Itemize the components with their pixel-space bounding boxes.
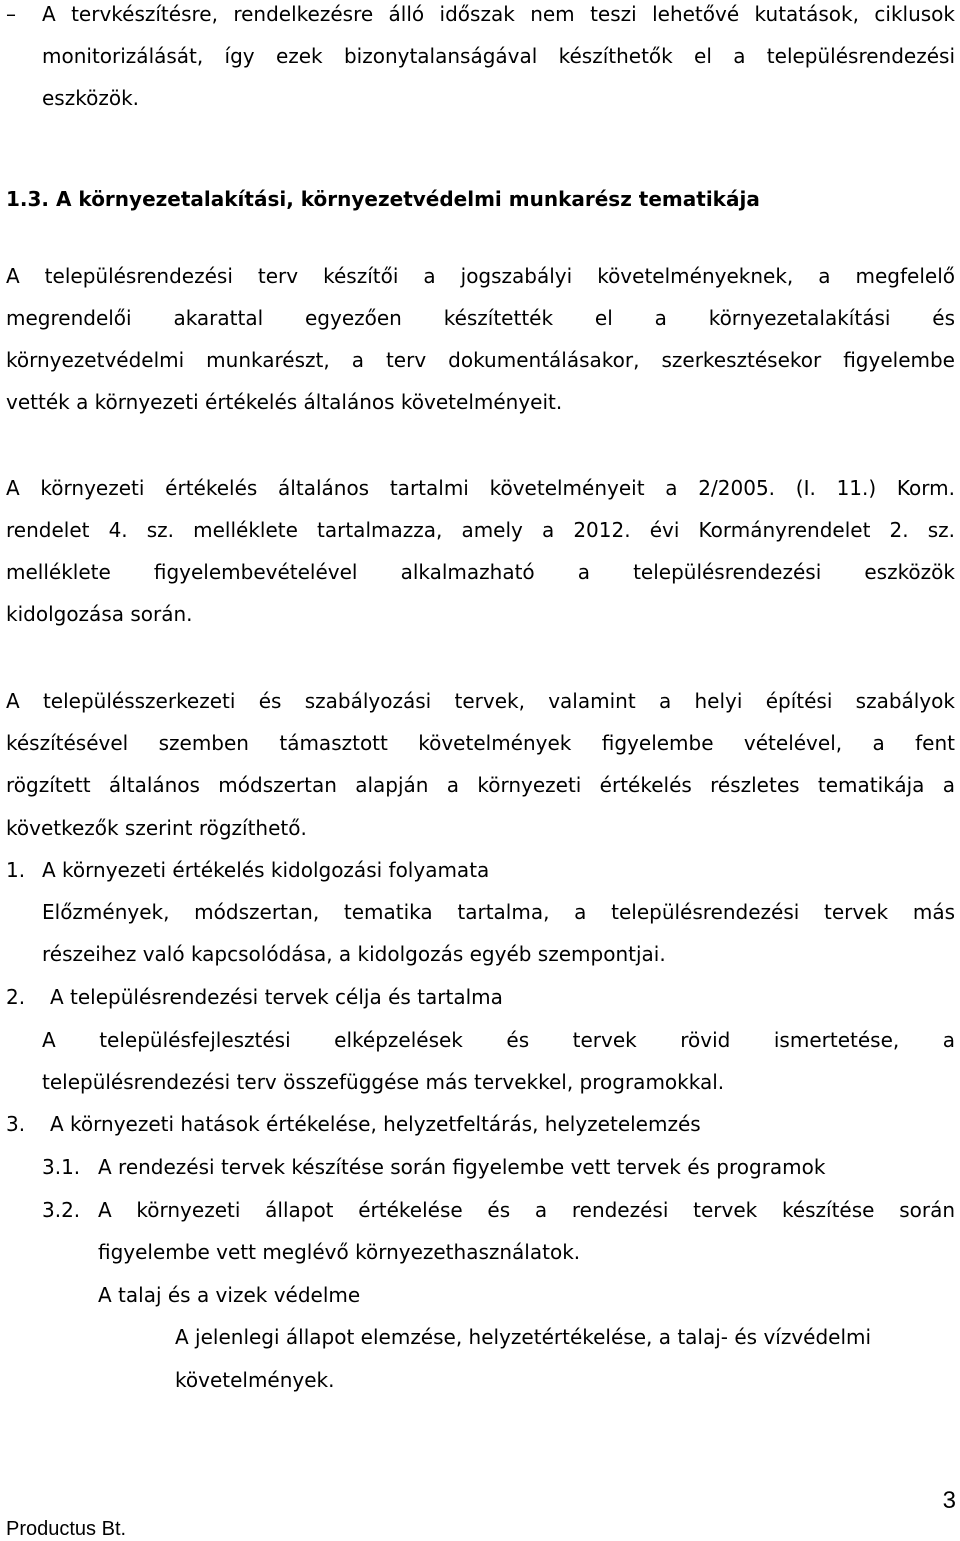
section-heading: 1.3. A környezetalakítási, környezetvédelmi munkarész tematikája	[6, 187, 760, 211]
intro-bullet-line-2: monitorizálását, így ezek bizonytalanságával készíthetők el a településrendezési	[42, 44, 955, 68]
para3-line-1: A településszerkezeti és szabályozási tervek, valamint a helyi építési szabályok	[6, 689, 955, 713]
para2-line-3: melléklete figyelembevételével alkalmazható a településrendezési eszközök	[6, 560, 955, 584]
sub-item-3-1-number: 3.1.	[42, 1155, 81, 1179]
para2-line-4: kidolgozása során.	[6, 602, 193, 626]
para2-line-2: rendelet 4. sz. melléklete tartalmazza, amely a 2012. évi Kormányrendelet 2. sz.	[6, 518, 955, 542]
list-item-2-body-line-1: A településfejlesztési elképzelések és tervek rövid ismertetése, a	[42, 1028, 955, 1052]
intro-bullet-line-1: A tervkészítésre, rendelkezésre álló időszak nem teszi lehetővé kutatások, ciklusok	[42, 2, 955, 26]
footer-company: Productus Bt.	[6, 1518, 127, 1540]
list-item-1-number: 1.	[6, 858, 26, 882]
bullet-dash: –	[6, 2, 16, 26]
list-item-3-title: A környezeti hatások értékelése, helyzetfeltárás, helyzetelemzés	[50, 1112, 701, 1136]
sub-item-3-2-number: 3.2.	[42, 1198, 81, 1222]
para1-line-1: A településrendezési terv készítői a jogszabályi követelményeknek, a megfelelő	[6, 264, 955, 288]
sub-item-3-2-line-2: figyelembe vett meglévő környezethasználatok.	[98, 1240, 581, 1264]
subsection-body-line-1: A jelenlegi állapot elemzése, helyzetértékelése, a talaj- és vízvédelmi	[175, 1325, 872, 1349]
para1-line-4: vették a környezeti értékelés általános követelményeit.	[6, 390, 563, 414]
subsection-body-line-2: követelmények.	[175, 1368, 335, 1392]
list-item-2-title: A településrendezési tervek célja és tartalma	[50, 985, 503, 1009]
list-item-1-title: A környezeti értékelés kidolgozási folyamata	[42, 858, 490, 882]
para3-line-3: rögzített általános módszertan alapján a környezeti értékelés részletes tematikája a	[6, 773, 955, 797]
subsection-heading: A talaj és a vizek védelme	[98, 1283, 361, 1307]
list-item-2-number: 2.	[6, 985, 26, 1009]
para1-line-2: megrendelői akarattal egyezően készítették el a környezetalakítási és	[6, 306, 955, 330]
list-item-1-body-line-1: Előzmények, módszertan, tematika tartalma, a településrendezési tervek más	[42, 900, 955, 924]
sub-item-3-1-text: A rendezési tervek készítése során figyelembe vett tervek és programok	[98, 1155, 826, 1179]
para3-line-2: készítésével szemben támasztott követelmények figyelembe vételével, a fent	[6, 731, 955, 755]
para1-line-3: környezetvédelmi munkarészt, a terv dokumentálásakor, szerkesztésekor figyelembe	[6, 348, 955, 372]
page-number: 3	[942, 1487, 956, 1514]
sub-item-3-2-line-1: A környezeti állapot értékelése és a rendezési tervek készítése során	[98, 1198, 955, 1222]
list-item-1-body-line-2: részeihez való kapcsolódása, a kidolgozás egyéb szempontjai.	[42, 942, 666, 966]
para2-line-1: A környezeti értékelés általános tartalmi követelményeit a 2/2005. (I. 11.) Korm.	[6, 476, 955, 500]
para3-line-4: következők szerint rögzíthető.	[6, 816, 307, 840]
list-item-3-number: 3.	[6, 1112, 26, 1136]
intro-bullet-line-3: eszközök.	[42, 86, 140, 110]
list-item-2-body-line-2: településrendezési terv összefüggése más tervekkel, programokkal.	[42, 1070, 725, 1094]
